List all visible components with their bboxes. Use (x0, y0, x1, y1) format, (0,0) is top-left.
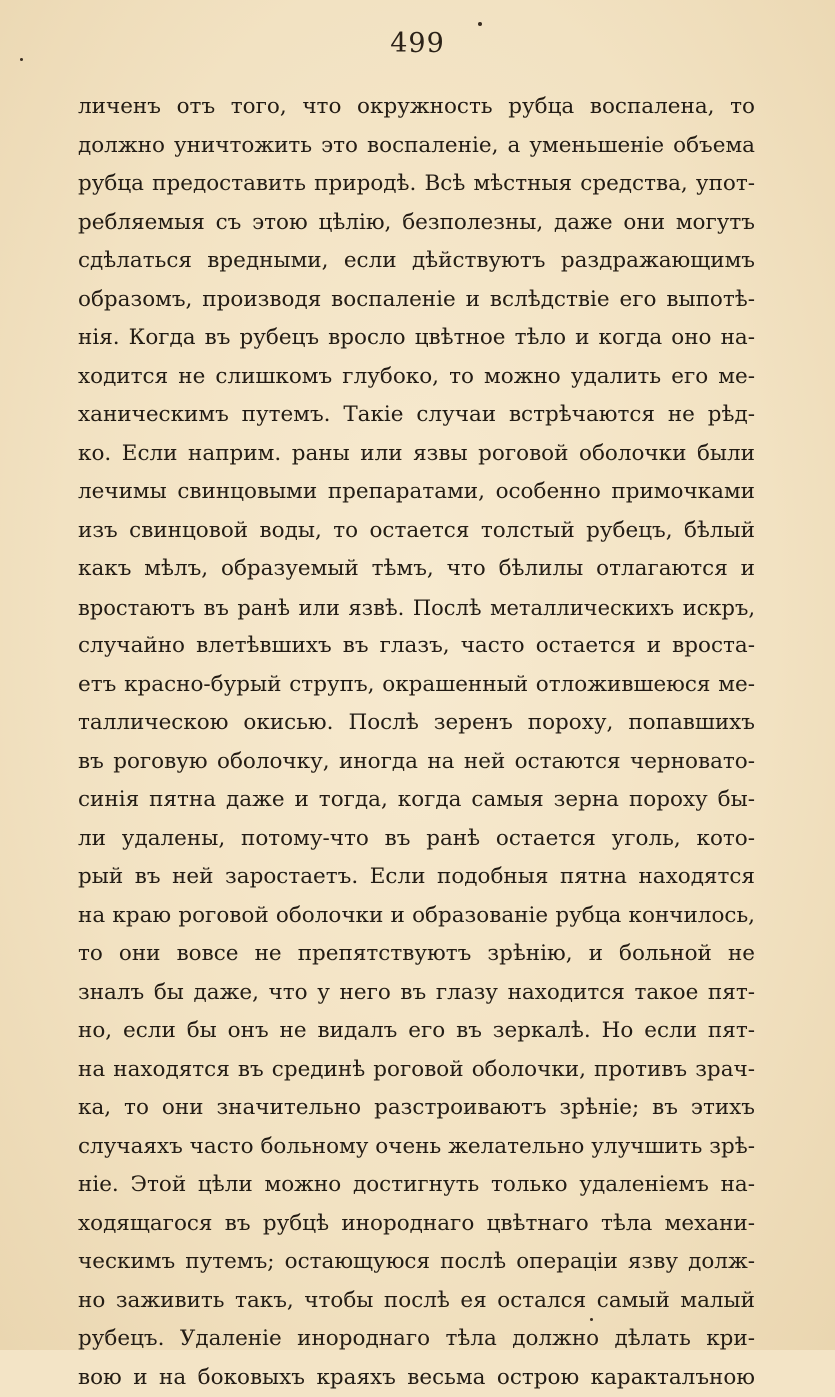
text-line: ко. Если наприм. раны или язвы роговой оболочки были (78, 435, 755, 474)
body-text (78, 88, 755, 1397)
text-line: нія. Когда въ рубецъ вросло цвѣтное тѣло и когда оно на- (78, 319, 755, 358)
text-line: личенъ отъ того, что окружность рубца воспалена, то (78, 88, 755, 127)
text-line: лечимы свинцовыми препаратами, особенно примочками (78, 473, 755, 512)
text-line: зналъ бы даже, что у него въ глазу находится такое пят- (78, 974, 755, 1013)
text-line: какъ мѣлъ, образуемый тѣмъ, что бѣлилы отлагаются и (78, 550, 755, 589)
text-line: рубецъ. Удаленіе инороднаго тѣла должно дѣлать кри- (78, 1320, 755, 1359)
text-line: ка, то они значительно разстроиваютъ зрѣніе; въ этихъ (78, 1089, 755, 1128)
text-line: сдѣлаться вредными, если дѣйствуютъ раздражающимъ (78, 242, 755, 281)
text-line: ческимъ путемъ; остающуюся послѣ операціи язву долж- (78, 1243, 755, 1282)
text-line: синія пятна даже и тогда, когда самыя зерна пороху бы- (78, 781, 755, 820)
text-line: ребляемыя съ этою цѣлію, безполезны, даже они могутъ (78, 204, 755, 243)
text-line: изъ свинцовой воды, то остается толстый рубецъ, бѣлый (78, 512, 755, 551)
text-line: ходится не слишкомъ глубоко, то можно удалить его ме- (78, 358, 755, 397)
text-line: то они вовсе не препятствуютъ зрѣнію, и больной не (78, 935, 755, 974)
text-line: случаяхъ часто больному очень желательно улучшить зрѣ- (78, 1128, 755, 1167)
text-line: въ роговую оболочку, иногда на ней остаются черновато- (78, 743, 755, 782)
text-line: рый въ ней заростаетъ. Если подобныя пятна находятся (78, 858, 755, 897)
ink-speck (478, 22, 482, 26)
text-line: вою и на боковыхъ краяхъ весьма острою каракталъною (78, 1359, 755, 1397)
text-line: таллическою окисью. Послѣ зеренъ пороху, попавшихъ (78, 704, 755, 743)
text-line: образомъ, производя воспаленіе и вслѣдствіе его выпотѣ- (78, 281, 755, 320)
text-line: на находятся въ срединѣ роговой оболочки, противъ зрач- (78, 1051, 755, 1090)
text-line: но заживить такъ, чтобы послѣ ея остался самый малый (78, 1282, 755, 1321)
text-line: на краю роговой оболочки и образованіе рубца кончилось, (78, 897, 755, 936)
text-line: но, если бы онъ не видалъ его въ зеркалѣ. Но если пят- (78, 1012, 755, 1051)
text-line: ли удалены, потому-что въ ранѣ остается уголь, кото- (78, 820, 755, 859)
text-line: случайно влетѣвшихъ въ глазъ, часто остается и вроста- (78, 627, 755, 666)
text-line: ханическимъ путемъ. Такіе случаи встрѣчаются не рѣд- (78, 396, 755, 435)
text-line: должно уничтожить это воспаленіе, а уменьшеніе объема (78, 127, 755, 166)
text-line: ніе. Этой цѣли можно достигнуть только удаленіемъ на- (78, 1166, 755, 1205)
text-line: вростаютъ въ ранѣ или язвѣ. Послѣ металлическихъ искръ, (78, 589, 755, 628)
text-line: ходящагося въ рубцѣ инороднаго цвѣтнаго тѣла механи- (78, 1205, 755, 1244)
text-line: етъ красно-бурый струпъ, окрашенный отложившеюся ме- (78, 666, 755, 705)
text-line: рубца предоставить природѣ. Всѣ мѣстныя средства, упот- (78, 165, 755, 204)
page-number: 499 (0, 28, 835, 59)
